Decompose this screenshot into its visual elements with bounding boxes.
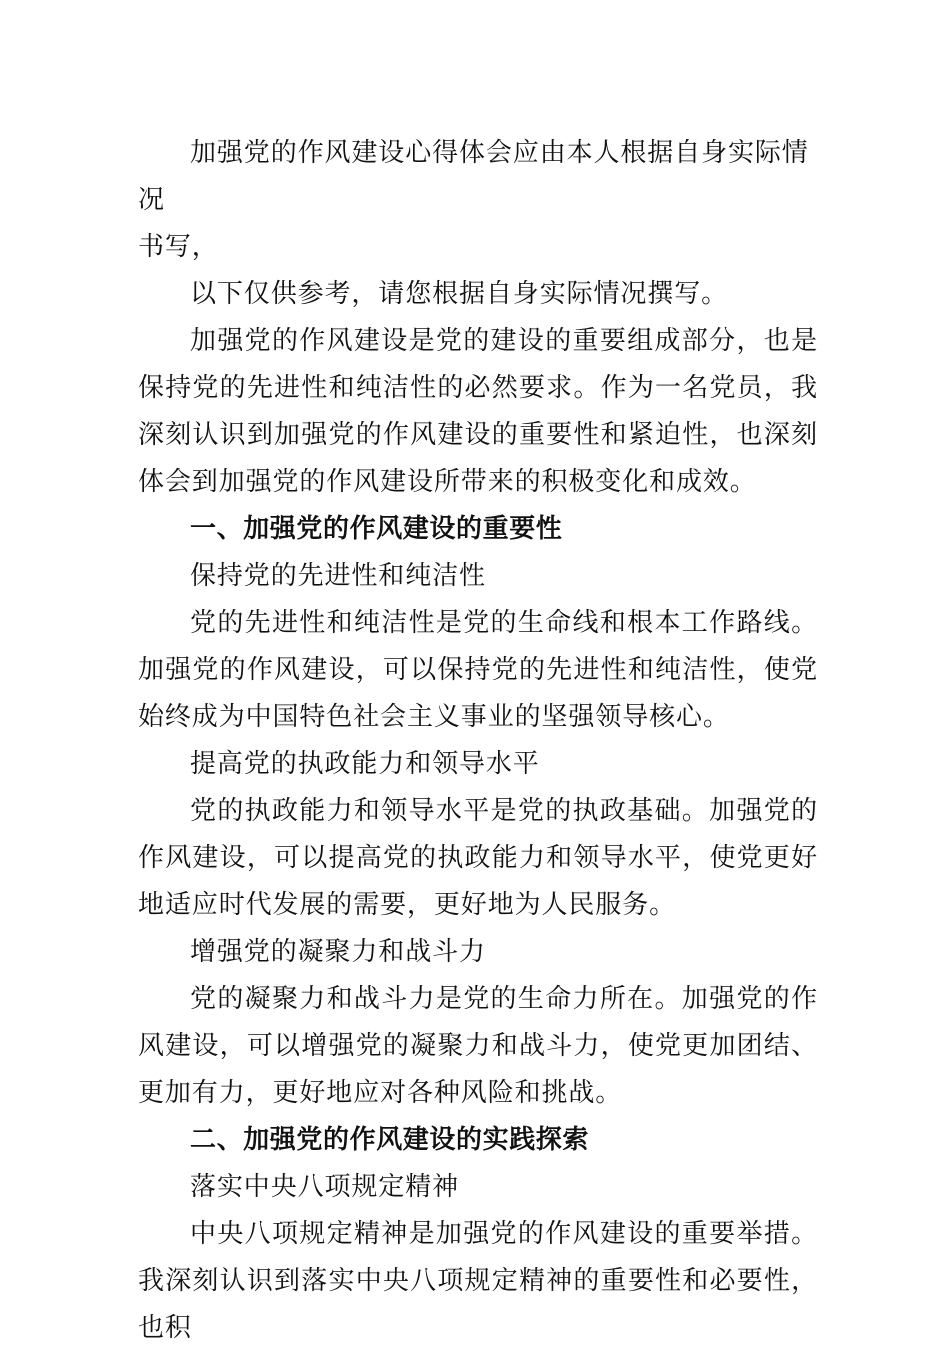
body-paragraph: 党的凝聚力和战斗力是党的生命力所在。加强党的作风建设，可以增强党的凝聚力和战斗力，使党更加团结、更加有力，更好地应对各种风险和挑战。	[138, 984, 818, 1108]
subheading: 增强党的凝聚力和战斗力	[190, 937, 486, 967]
subheading: 提高党的执政能力和领导水平	[190, 749, 540, 779]
intro-line: 加强党的作风建设心得体会应由本人根据自身实际情况	[138, 138, 809, 215]
subheading: 保持党的先进性和纯洁性	[190, 561, 486, 591]
intro-line-continued: 书写，	[138, 232, 219, 262]
subheading: 落实中央八项规定精神	[190, 1172, 460, 1202]
reference-note: 以下仅供参考，请您根据自身实际情况撰写。	[190, 279, 729, 309]
section-heading-2: 二、加强党的作风建设的实践探索	[190, 1125, 590, 1155]
body-paragraph: 党的先进性和纯洁性是党的生命线和根本工作路线。加强党的作风建设，可以保持党的先进性和纯洁性，使党始终成为中国特色社会主义事业的坚强领导核心。	[138, 608, 818, 732]
section-heading-1: 一、加强党的作风建设的重要性	[190, 514, 563, 544]
intro-paragraph: 加强党的作风建设是党的建设的重要组成部分，也是保持党的先进性和纯洁性的必然要求。作为一名党员，我深刻认识到加强党的作风建设的重要性和紧迫性，也深刻体会到加强党的作风建设所带来的积极变化和成效。	[138, 326, 818, 497]
body-paragraph: 中央八项规定精神是加强党的作风建设的重要举措。我深刻认识到落实中央八项规定精神的重要性和必要性，也积	[138, 1219, 818, 1343]
body-paragraph: 党的执政能力和领导水平是党的执政基础。加强党的作风建设，可以提高党的执政能力和领导水平，使党更好地适应时代发展的需要，更好地为人民服务。	[138, 796, 818, 920]
document-body	[138, 130, 818, 1352]
